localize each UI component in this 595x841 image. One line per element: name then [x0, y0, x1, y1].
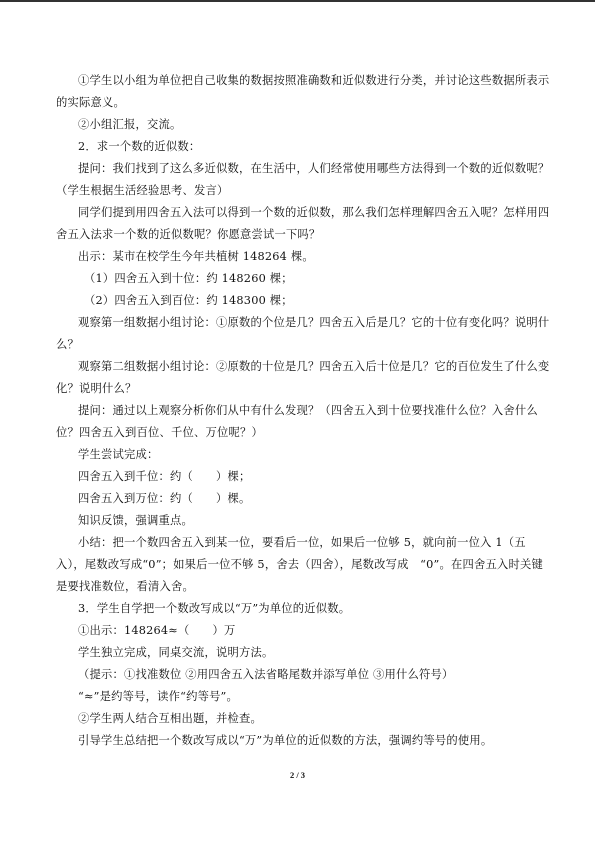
paragraph-23: 引导学生总结把一个数改写成以“万”为单位的近似数的方法，强调约等号的使用。 [78, 734, 493, 747]
paragraph-10: 观察第二组数据小组讨论：②原数的十位是几？四舍五入后十位是几？它的百位发生了什么变化？说明什么？ [56, 360, 550, 395]
paragraph-12: 学生尝试完成： [78, 448, 159, 461]
page-top-rule [0, 0, 595, 2]
paragraph-1: ①学生以小组为单位把自己收集的数据按照准确数和近似数进行分类，并讨论这些数据所表示的实际意义。 [56, 74, 550, 109]
paragraph-18: ①出示：148264≈（ ）万 [78, 624, 236, 637]
paragraph-11: 提问：通过以上观察分析你们从中有什么发现？（四舍五入到十位要找准什么位？入舍什么位？四舍五入到百位、千位、万位呢？） [56, 404, 538, 439]
paragraph-21: “≈”是约等号，读作“约等号”。 [78, 690, 239, 703]
paragraph-3: 2．求一个数的近似数： [78, 140, 201, 153]
paragraph-8: （2）四舍五入到百位：约 148300 棵； [84, 294, 293, 307]
paragraph-9: 观察第一组数据小组讨论：①原数的个位是几？四舍五入后是几？它的十位有变化吗？说明什么？ [56, 316, 550, 351]
paragraph-16: 小结：把一个数四舍五入到某一位，要看后一位，如果后一位够 5，就向前一位入 1（五入），尾数改写成“0”；如果后一位不够 5，舍去（四舍），尾数改写成 “0”。在四舍五入时关键是要找准数位，看清入舍。 [56, 536, 543, 593]
paragraph-5: 同学们提到用四舍五入法可以得到一个数的近似数，那么我们怎样理解四舍五入呢？怎样用四舍五入法求一个数的近似数呢？你愿意尝试一下吗？ [56, 206, 550, 241]
paragraph-2: ②小组汇报，交流。 [78, 118, 182, 131]
page-number: 2 / 3 [289, 770, 306, 780]
paragraph-13: 四舍五入到千位：约（ ）棵； [78, 470, 251, 483]
paragraph-15: 知识反馈，强调重点。 [78, 514, 193, 527]
paragraph-14: 四舍五入到万位：约（ ）棵。 [78, 492, 251, 505]
paragraph-17: 3．学生自学把一个数改写成以“万”为单位的近似数。 [78, 602, 351, 615]
document-body [56, 70, 550, 752]
paragraph-20: （提示：①找准数位 ②用四舍五入法省略尾数并添写单位 ③用什么符号） [78, 668, 454, 681]
paragraph-7: （1）四舍五入到十位：约 148260 棵； [84, 272, 293, 285]
paragraph-6: 出示：某市在校学生今年共植树 148264 棵。 [78, 250, 314, 263]
paragraph-22: ②学生两人结合互相出题，并检查。 [78, 712, 262, 725]
paragraph-19: 学生独立完成，同桌交流，说明方法。 [78, 646, 274, 659]
paragraph-4: 提问：我们找到了这么多近似数，在生活中，人们经常使用哪些方法得到一个数的近似数呢？（学生根据生活经验思考、发言） [56, 162, 550, 197]
